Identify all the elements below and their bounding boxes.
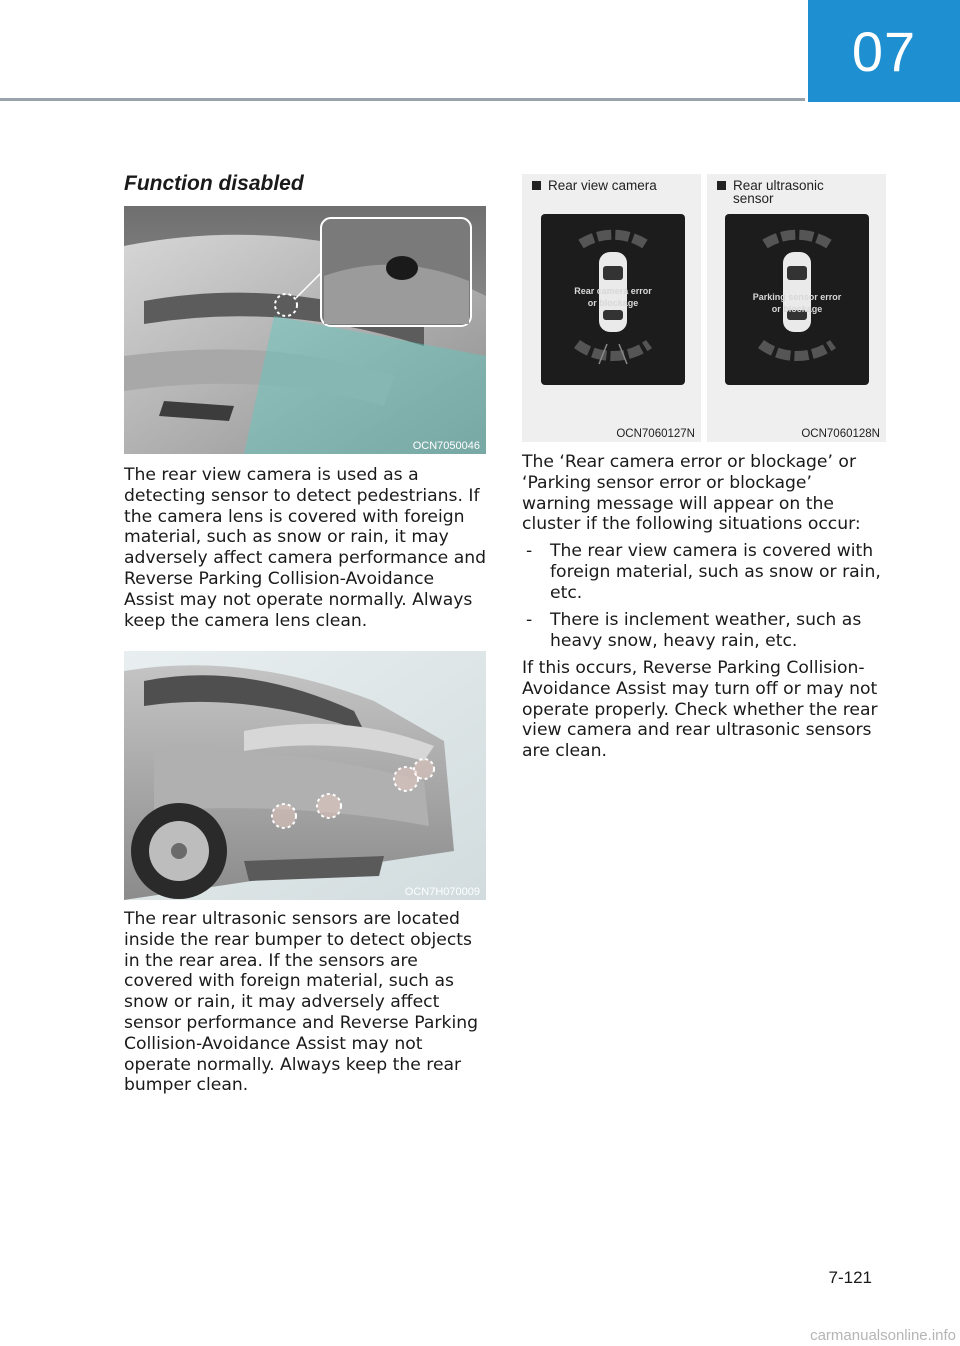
chapter-tab	[808, 0, 960, 102]
rear-camera-illustration	[124, 206, 486, 454]
section-title: Function disabled	[124, 172, 304, 195]
warning-message-line1: Rear camera error	[574, 286, 652, 296]
figure-code: OCN7060127N	[616, 428, 695, 440]
figure-rear-sensors	[124, 651, 486, 900]
header-rule	[0, 98, 805, 101]
figure-code: OCN7060128N	[801, 428, 880, 440]
square-bullet-icon	[532, 181, 541, 190]
bullet-dash: -	[526, 541, 533, 561]
warning-message-line2: or blockage	[771, 304, 823, 314]
panel-rear-view-camera	[522, 174, 701, 442]
page-number: 7-121	[828, 1268, 872, 1287]
cluster-display	[725, 214, 869, 385]
paragraph-warning-message: The ‘Rear camera error or blockage’ or ‘Parking sensor error or blockage’ warning message will appear on the cluster if the following situations occur:	[522, 452, 861, 535]
watermark: carmanualsonline.info	[810, 1327, 956, 1344]
bullet-dash: -	[526, 610, 533, 630]
warning-message-line1: Parking sensor error	[752, 292, 842, 302]
rear-sensors-illustration	[124, 651, 486, 900]
paragraph-check-sensors: If this occurs, Reverse Parking Collision-Avoidance Assist may turn off or may not operate properly. Check whether the rear view camera and rear ultrasonic sensors are clean.	[522, 658, 878, 762]
figure-code: OCN7050046	[412, 440, 480, 452]
warning-message-line2: or blockage	[587, 298, 639, 308]
paragraph-camera: The rear view camera is used as a detecting sensor to detect pedestrians. If the camera lens is covered with foreign material, such as snow or rain, it may adversely affect camera performance and Reverse Parking Collision-Avoidance Assist may not operate normally. Always keep the camera lens clean.	[124, 465, 487, 631]
bullet-item	[526, 610, 888, 652]
bullet-item	[526, 541, 888, 603]
bullet-text: There is inclement weather, such as heavy snow, heavy rain, etc.	[550, 610, 862, 651]
figure-code: OCN7H070009	[404, 886, 480, 898]
panel-label-line1: Rear ultrasonic	[733, 178, 824, 193]
cluster-display	[541, 214, 685, 385]
panel-label-line2: sensor	[733, 191, 774, 206]
square-bullet-icon	[717, 181, 726, 190]
bullet-text: The rear view camera is covered with foreign material, such as snow or rain, etc.	[550, 541, 881, 603]
chapter-number: 07	[851, 19, 917, 83]
figure-rear-camera	[124, 206, 486, 454]
panel-rear-ultrasonic-sensor	[707, 174, 886, 442]
panel-label: Rear view camera	[548, 178, 657, 193]
paragraph-sensors: The rear ultrasonic sensors are located inside the rear bumper to detect objects in the rear area. If the sensors are covered with foreign material, such as snow or rain, it may adversely affect sensor performance and Reverse Parking Collision-Avoidance Assist may not operate normally. Always keep the rear bumper clean.	[124, 909, 479, 1096]
